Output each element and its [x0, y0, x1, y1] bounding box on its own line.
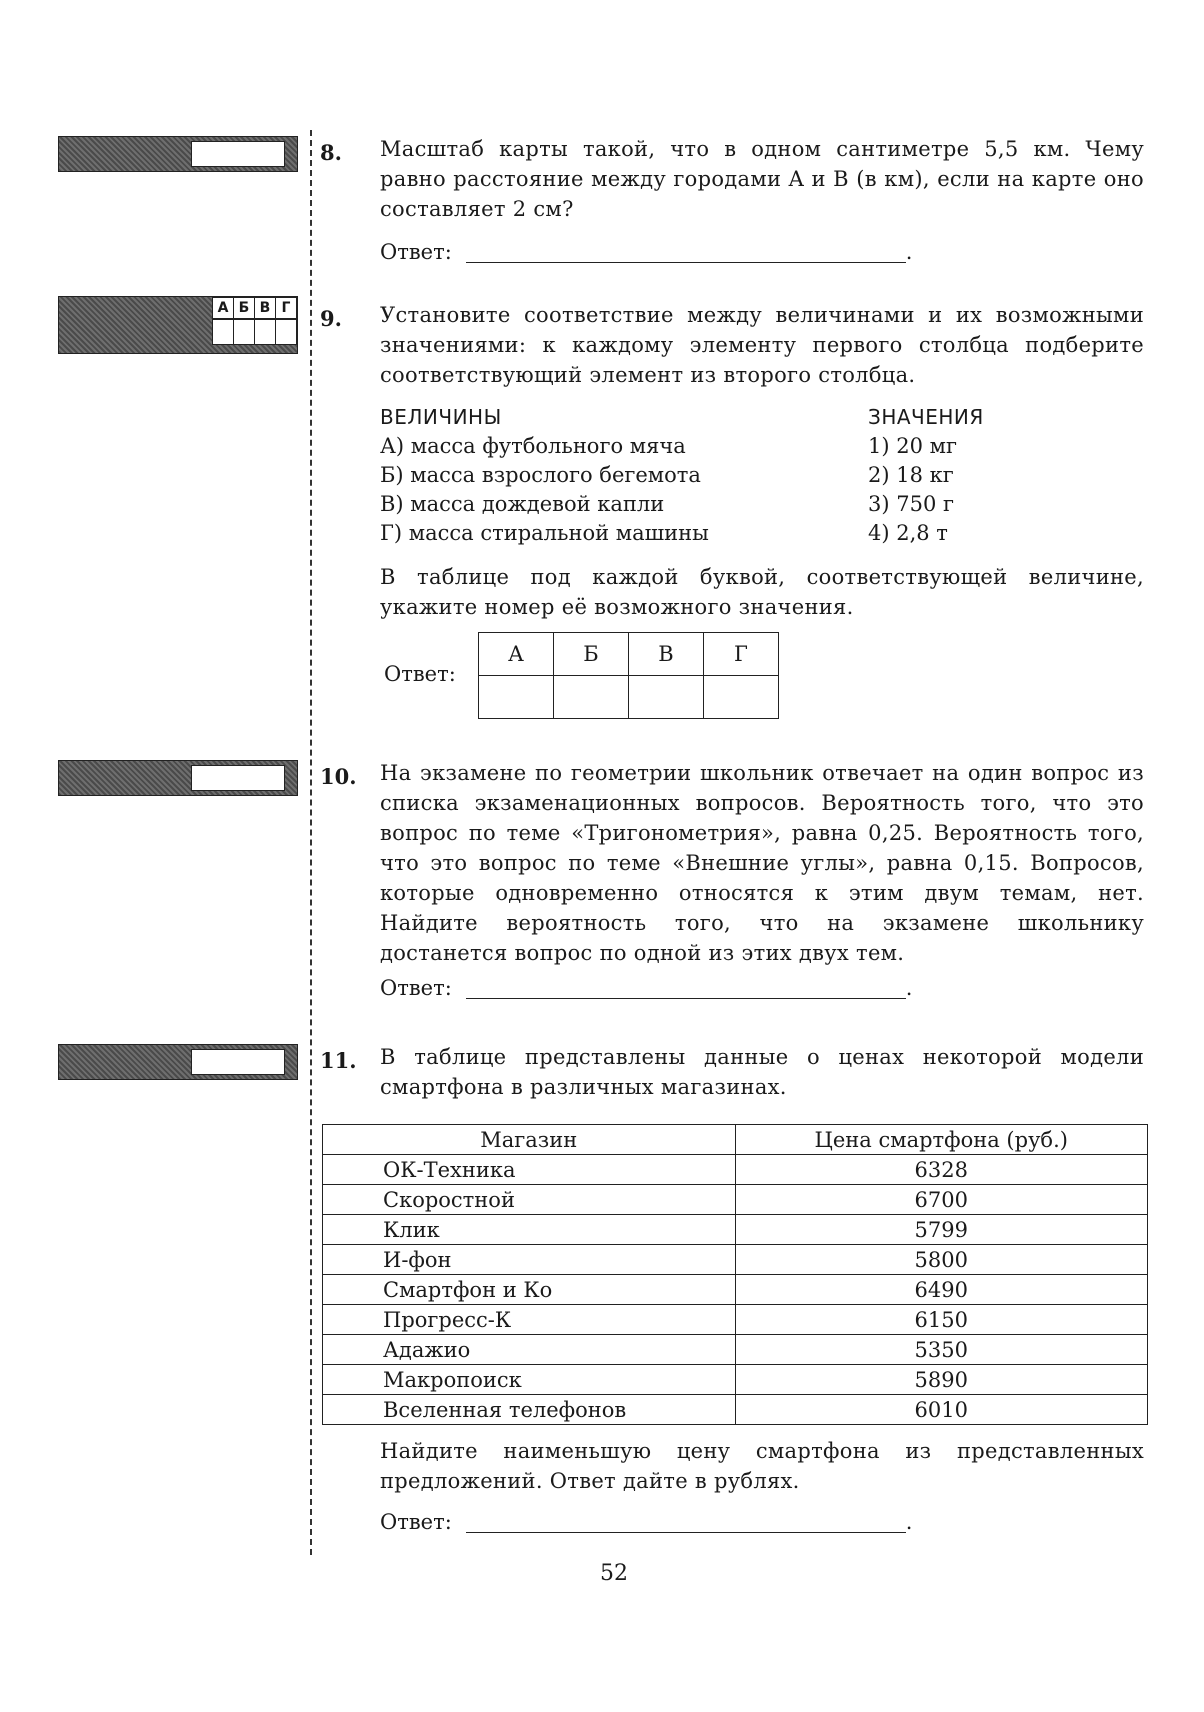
task-11-question: Найдите наименьшую цену смартфона из представленных предложений. Ответ дайте в рублях. — [380, 1439, 1144, 1493]
page-number: 52 — [600, 1561, 628, 1586]
table-header: Магазин — [323, 1125, 736, 1155]
answer-cell[interactable] — [554, 676, 629, 719]
price-cell: 6150 — [735, 1305, 1148, 1335]
quantity-item: Б) масса взрослого бегемота — [380, 463, 701, 487]
price-cell: 5350 — [735, 1335, 1148, 1365]
answer-input[interactable] — [466, 262, 906, 263]
task-10-answer-tag — [58, 760, 298, 796]
value-item: 1) 20 мг — [868, 434, 957, 458]
task-8-answer-tag — [58, 136, 298, 172]
column-title: ВЕЛИЧИНЫ — [380, 405, 502, 429]
values-column — [868, 403, 984, 548]
table-row — [323, 1365, 1148, 1395]
value-item: 3) 750 г — [868, 492, 954, 516]
task-9-instruction: В таблице под каждой буквой, соответствующей величине, укажите номер её возможного значения. — [380, 565, 1144, 619]
table-row — [323, 1305, 1148, 1335]
tag-letter: Г — [275, 297, 297, 319]
letter-cell: Г — [704, 633, 779, 676]
task-8-text: Масштаб карты такой, что в одном сантиметре 5,5 км. Чему равно расстояние между городами A и B (в км), если на карте оно составляет 2 см? — [380, 137, 1144, 221]
task-number: 9. — [320, 306, 342, 331]
store-cell: Скоростной — [323, 1185, 736, 1215]
value-item: 2) 18 кг — [868, 463, 954, 487]
table-row — [323, 1275, 1148, 1305]
price-table — [322, 1124, 1148, 1425]
table-row — [323, 1155, 1148, 1185]
letter-cell: Б — [554, 633, 629, 676]
store-cell: ОК-Техника — [323, 1155, 736, 1185]
tag-letter: А — [212, 297, 234, 319]
task-11-answer — [380, 1510, 912, 1534]
task-8-answer — [380, 240, 912, 264]
price-cell: 5800 — [735, 1245, 1148, 1275]
task-number: 10. — [320, 764, 357, 789]
task-10-text: На экзамене по геометрии школьник отвечает на один вопрос из списка экзаменационных вопросов. Вероятность того, что это вопрос по теме «Тригонометрия», равна 0,25. Вероятность того, что это вопрос по теме «Внешние углы», равна 0,15. Вопросов, которые одновременно относятся к этим двум темам, нет. Найдите вероятность того, что на экзамене школьнику достанется вопрос по одной из этих двух тем. — [380, 761, 1144, 965]
value-item: 4) 2,8 т — [868, 521, 948, 545]
task-number: 11. — [320, 1048, 357, 1073]
store-cell: Адажио — [323, 1335, 736, 1365]
task-9-answer-tag — [58, 296, 298, 354]
answer-label: Ответ: — [380, 1510, 452, 1534]
price-cell: 6010 — [735, 1395, 1148, 1425]
table-row — [323, 1395, 1148, 1425]
task-number: 8. — [320, 140, 342, 165]
answer-end: . — [905, 240, 913, 264]
tag-letter: Б — [233, 297, 255, 319]
store-cell: Макропоиск — [323, 1365, 736, 1395]
task-9-text: Установите соответствие между величинами и их возможными значениями: к каждому элементу первого столбца подберите соответствующий элемент из второго столбца. — [380, 303, 1144, 387]
price-cell: 5890 — [735, 1365, 1148, 1395]
table-row — [323, 1335, 1148, 1365]
store-cell: Вселенная телефонов — [323, 1395, 736, 1425]
table-row — [323, 1185, 1148, 1215]
letter-cell: В — [629, 633, 704, 676]
store-cell: Прогресс-К — [323, 1305, 736, 1335]
answer-table — [478, 632, 779, 719]
answer-end: . — [905, 976, 913, 1000]
answer-box[interactable] — [191, 141, 285, 167]
quantity-item: Г) масса стиральной машины — [380, 521, 709, 545]
table-row — [323, 1215, 1148, 1245]
answer-end: . — [905, 1510, 913, 1534]
cut-line — [310, 130, 312, 1555]
answer-cells[interactable] — [213, 319, 297, 345]
letter-cell: А — [479, 633, 554, 676]
price-cell: 6490 — [735, 1275, 1148, 1305]
table-row — [323, 1245, 1148, 1275]
store-cell: Смартфон и Ко — [323, 1275, 736, 1305]
tag-letter: В — [254, 297, 276, 319]
answer-cell[interactable] — [479, 676, 554, 719]
store-cell: Клик — [323, 1215, 736, 1245]
quantity-item: В) масса дождевой капли — [380, 492, 665, 516]
task-11-answer-tag — [58, 1044, 298, 1080]
letter-grid — [213, 297, 297, 319]
answer-box[interactable] — [191, 1049, 285, 1075]
quantity-item: А) масса футбольного мяча — [380, 434, 686, 458]
price-cell: 6328 — [735, 1155, 1148, 1185]
price-cell: 5799 — [735, 1215, 1148, 1245]
task-11-text: В таблице представлены данные о ценах некоторой модели смартфона в различных магазинах. — [380, 1045, 1144, 1099]
column-title: ЗНАЧЕНИЯ — [868, 405, 984, 429]
answer-input[interactable] — [466, 1532, 906, 1533]
table-header: Цена смартфона (руб.) — [735, 1125, 1148, 1155]
answer-label: Ответ: — [380, 240, 452, 264]
price-cell: 6700 — [735, 1185, 1148, 1215]
answer-label: Ответ: — [380, 976, 452, 1000]
answer-label: Ответ: — [384, 662, 456, 686]
answer-cell[interactable] — [704, 676, 779, 719]
answer-input[interactable] — [466, 998, 906, 999]
quantities-column — [380, 403, 709, 548]
task-10-answer — [380, 976, 912, 1000]
store-cell: И-фон — [323, 1245, 736, 1275]
answer-box[interactable] — [191, 765, 285, 791]
answer-cell[interactable] — [629, 676, 704, 719]
